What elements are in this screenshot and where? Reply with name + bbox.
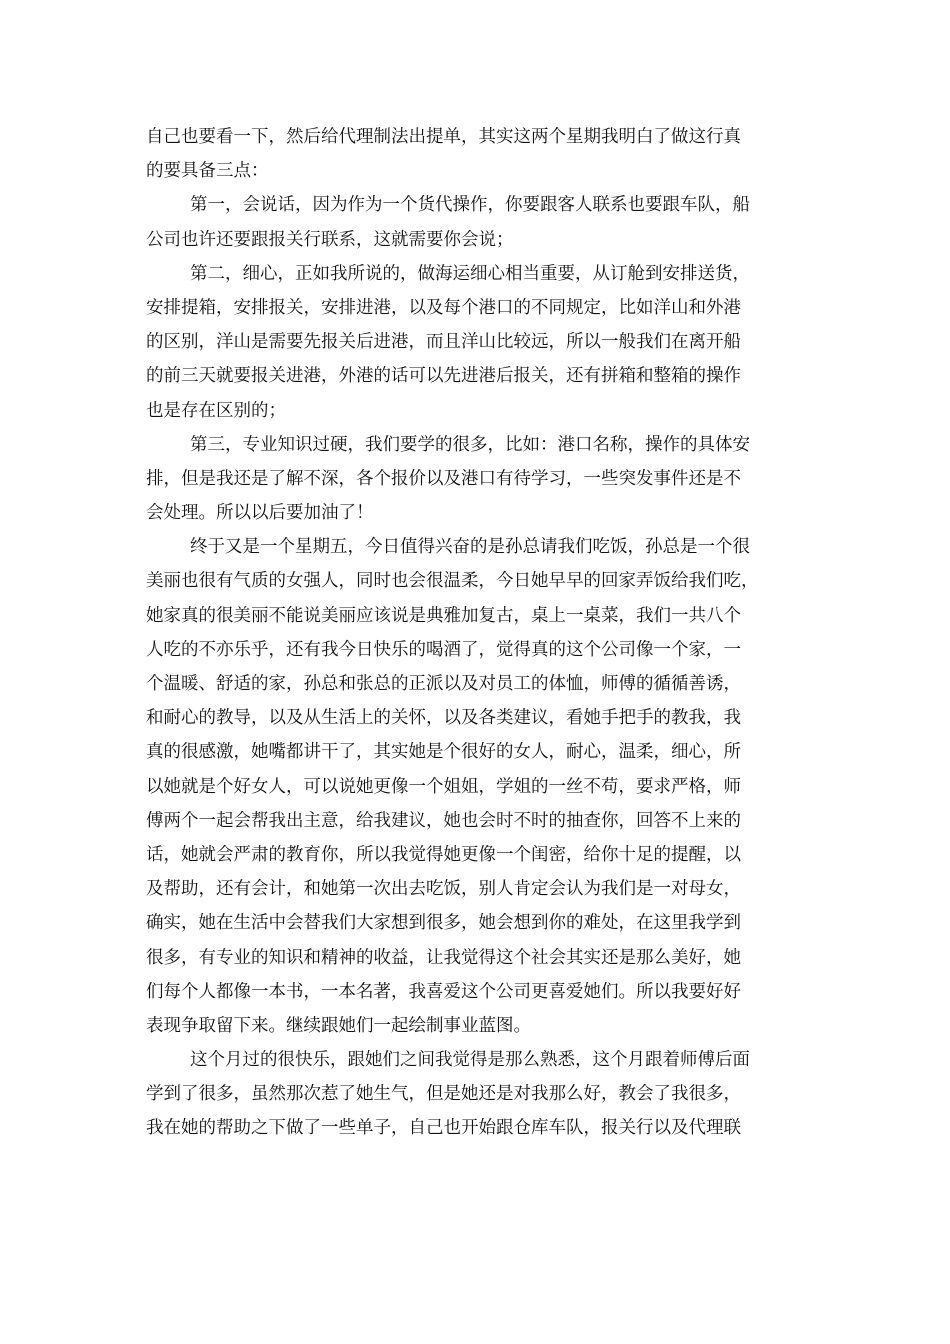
text-line: 她家真的很美丽不能说美丽应该说是典雅加复古，桌上一桌菜，我们一共八个	[146, 605, 741, 626]
text-line: 第一，会说话，因为作为一个货代操作，你要跟客人联系也要跟车队，船	[190, 195, 750, 216]
text-line: 真的很感激，她嘴都讲干了，其实她是个很好的女人，耐心，温柔，细心，所	[146, 742, 741, 763]
text-line: 这个月过的很快乐，跟她们之间我觉得是那么熟悉，这个月跟着师傅后面	[190, 1050, 750, 1071]
text-line: 美丽也很有气质的女强人，同时也会很温柔，今日她早早的回家弄饭给我们吃，	[146, 571, 759, 592]
text-line: 的要具备三点：	[146, 161, 269, 182]
text-line: 也是存在区别的；	[146, 400, 286, 421]
text-line: 们每个人都像一本书，一本名著，我喜爱这个公司更喜爱她们。所以我要好好	[146, 981, 741, 1002]
text-line: 话，她就会严肃的教育你，所以我觉得她更像一个闺密，给你十足的提醒，以	[146, 844, 741, 865]
text-line: 第三，专业知识过硬，我们要学的很多，比如：港口名称，操作的具体安	[190, 434, 750, 455]
text-line: 确实，她在生活中会替我们大家想到很多，她会想到你的难处，在这里我学到	[146, 913, 741, 934]
text-line: 公司也许还要跟报关行联系，这就需要你会说；	[146, 229, 514, 250]
text-line: 人吃的不亦乐乎，还有我今日快乐的喝酒了，觉得真的这个公司像一个家，一	[146, 639, 741, 660]
text-line: 第二，细心，正如我所说的，做海运细心相当重要，从订舱到安排送货，	[190, 263, 750, 284]
text-line: 学到了很多，虽然那次惹了她生气，但是她还是对我那么好，教会了我很多，	[146, 1084, 741, 1105]
text-line: 表现争取留下来。继续跟她们一起绘制事业蓝图。	[146, 1015, 531, 1036]
text-line: 的前三天就要报关进港，外港的话可以先进港后报关，还有拼箱和整箱的操作	[146, 366, 741, 387]
text-line: 终于又是一个星期五，今日值得兴奋的是孙总请我们吃饭，孙总是一个很	[190, 537, 750, 558]
text-line: 的区别，洋山是需要先报关后进港，而且洋山比较远，所以一般我们在离开船	[146, 332, 741, 353]
text-line: 和耐心的教导，以及从生活上的关怀，以及各类建议，看她手把手的教我，我	[146, 708, 741, 729]
text-line: 傅两个一起会帮我出主意，给我建议，她也会时不时的抽查你，回答不上来的	[146, 810, 741, 831]
text-line: 安排提箱，安排报关，安排进港，以及每个港口的不同规定，比如洋山和外港	[146, 297, 741, 318]
text-line: 自己也要看一下，然后给代理制法出提单，其实这两个星期我明白了做这行真	[146, 127, 741, 147]
text-line: 以她就是个好女人，可以说她更像一个姐姐，学姐的一丝不苟，要求严格，师	[146, 776, 741, 797]
text-line: 会处理。所以以后要加油了！	[146, 503, 374, 524]
text-line: 很多，有专业的知识和精神的收益，让我觉得这个社会其实还是那么美好，她	[146, 947, 741, 968]
text-line: 及帮助，还有会计，和她第一次出去吃饭，别人肯定会认为我们是一对母女，	[146, 879, 741, 900]
text-line: 个温暖、舒适的家，孙总和张总的正派以及对员工的体恤，师傅的循循善诱，	[146, 674, 741, 694]
document-body	[146, 120, 806, 1146]
text-line: 排，但是我还是了解不深，各个报价以及港口有待学习，一些突发事件还是不	[146, 468, 741, 489]
text-line: 我在她的帮助之下做了一些单子，自己也开始跟仓库车队，报关行以及代理联	[146, 1118, 741, 1139]
